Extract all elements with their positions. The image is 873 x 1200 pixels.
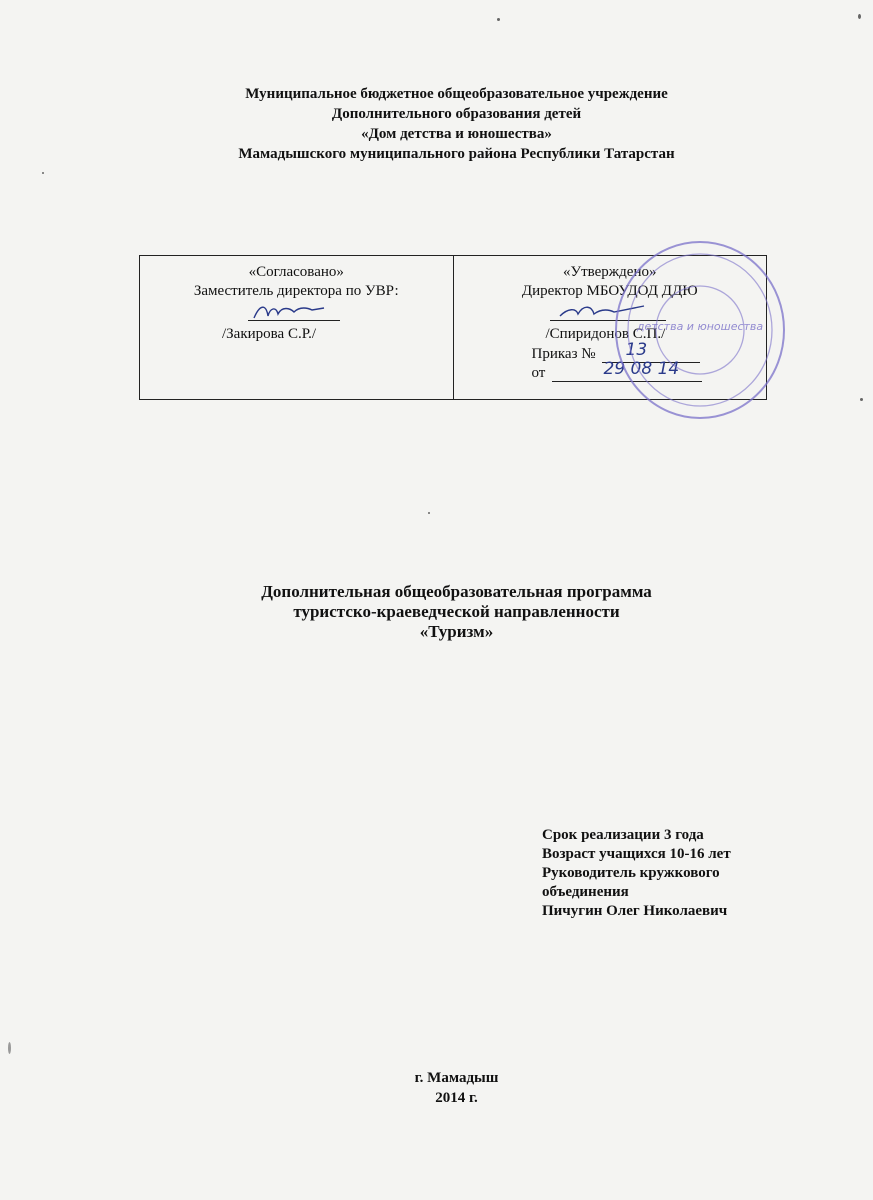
agreed-position: Заместитель директора по УВР:: [193, 283, 399, 299]
scan-speck: [428, 512, 430, 514]
scan-speck: [8, 1042, 11, 1054]
agreed-signature: [250, 300, 330, 324]
date-label: от: [531, 365, 546, 381]
scan-speck: [42, 172, 44, 174]
scan-speck: [860, 398, 863, 401]
agreed-name: /Закирова С.Р./: [222, 326, 317, 342]
info-line: Срок реализации 3 года: [542, 827, 704, 843]
order-label: Приказ №: [531, 346, 596, 362]
institution-header: [120, 84, 793, 164]
info-line: Руководитель кружкового: [542, 865, 720, 881]
approved-name: /Спиридонов С.П./: [545, 326, 666, 342]
approved-position: Директор МБОУДОД ДДЮ: [521, 283, 698, 299]
info-line: объединения: [542, 884, 629, 900]
info-line: Возраст учащихся 10-16 лет: [542, 846, 731, 862]
approved-title: «Утверждено»: [562, 264, 657, 280]
header-line: Мамадышского муниципального района Республики Татарстан: [238, 146, 675, 162]
program-line: Дополнительная общеобразовательная программа: [261, 582, 652, 601]
date-value: 29 08 14: [603, 359, 680, 379]
order-number: 13: [625, 340, 648, 360]
footer-year: 2014 г.: [435, 1090, 478, 1106]
agreed-title: «Согласовано»: [248, 264, 344, 280]
header-line: Муниципальное бюджетное общеобразовательное учреждение: [245, 86, 668, 102]
document-footer: [120, 1068, 793, 1108]
header-line: «Дом детства и юношества»: [361, 126, 552, 142]
header-line: Дополнительного образования детей: [331, 106, 582, 122]
program-title: [120, 582, 793, 642]
approval-agreed-cell: [140, 256, 453, 399]
program-line: «Туризм»: [419, 622, 494, 641]
footer-city: г. Мамадыш: [414, 1070, 499, 1086]
program-info: [542, 826, 782, 921]
scan-speck: [497, 18, 500, 21]
stamp-text: детства и юношества: [636, 320, 764, 333]
info-line: Пичугин Олег Николаевич: [542, 903, 728, 919]
program-line: туристско-краеведческой направленности: [293, 602, 620, 621]
seal-stamp: [612, 238, 788, 422]
scan-speck: [858, 14, 861, 19]
